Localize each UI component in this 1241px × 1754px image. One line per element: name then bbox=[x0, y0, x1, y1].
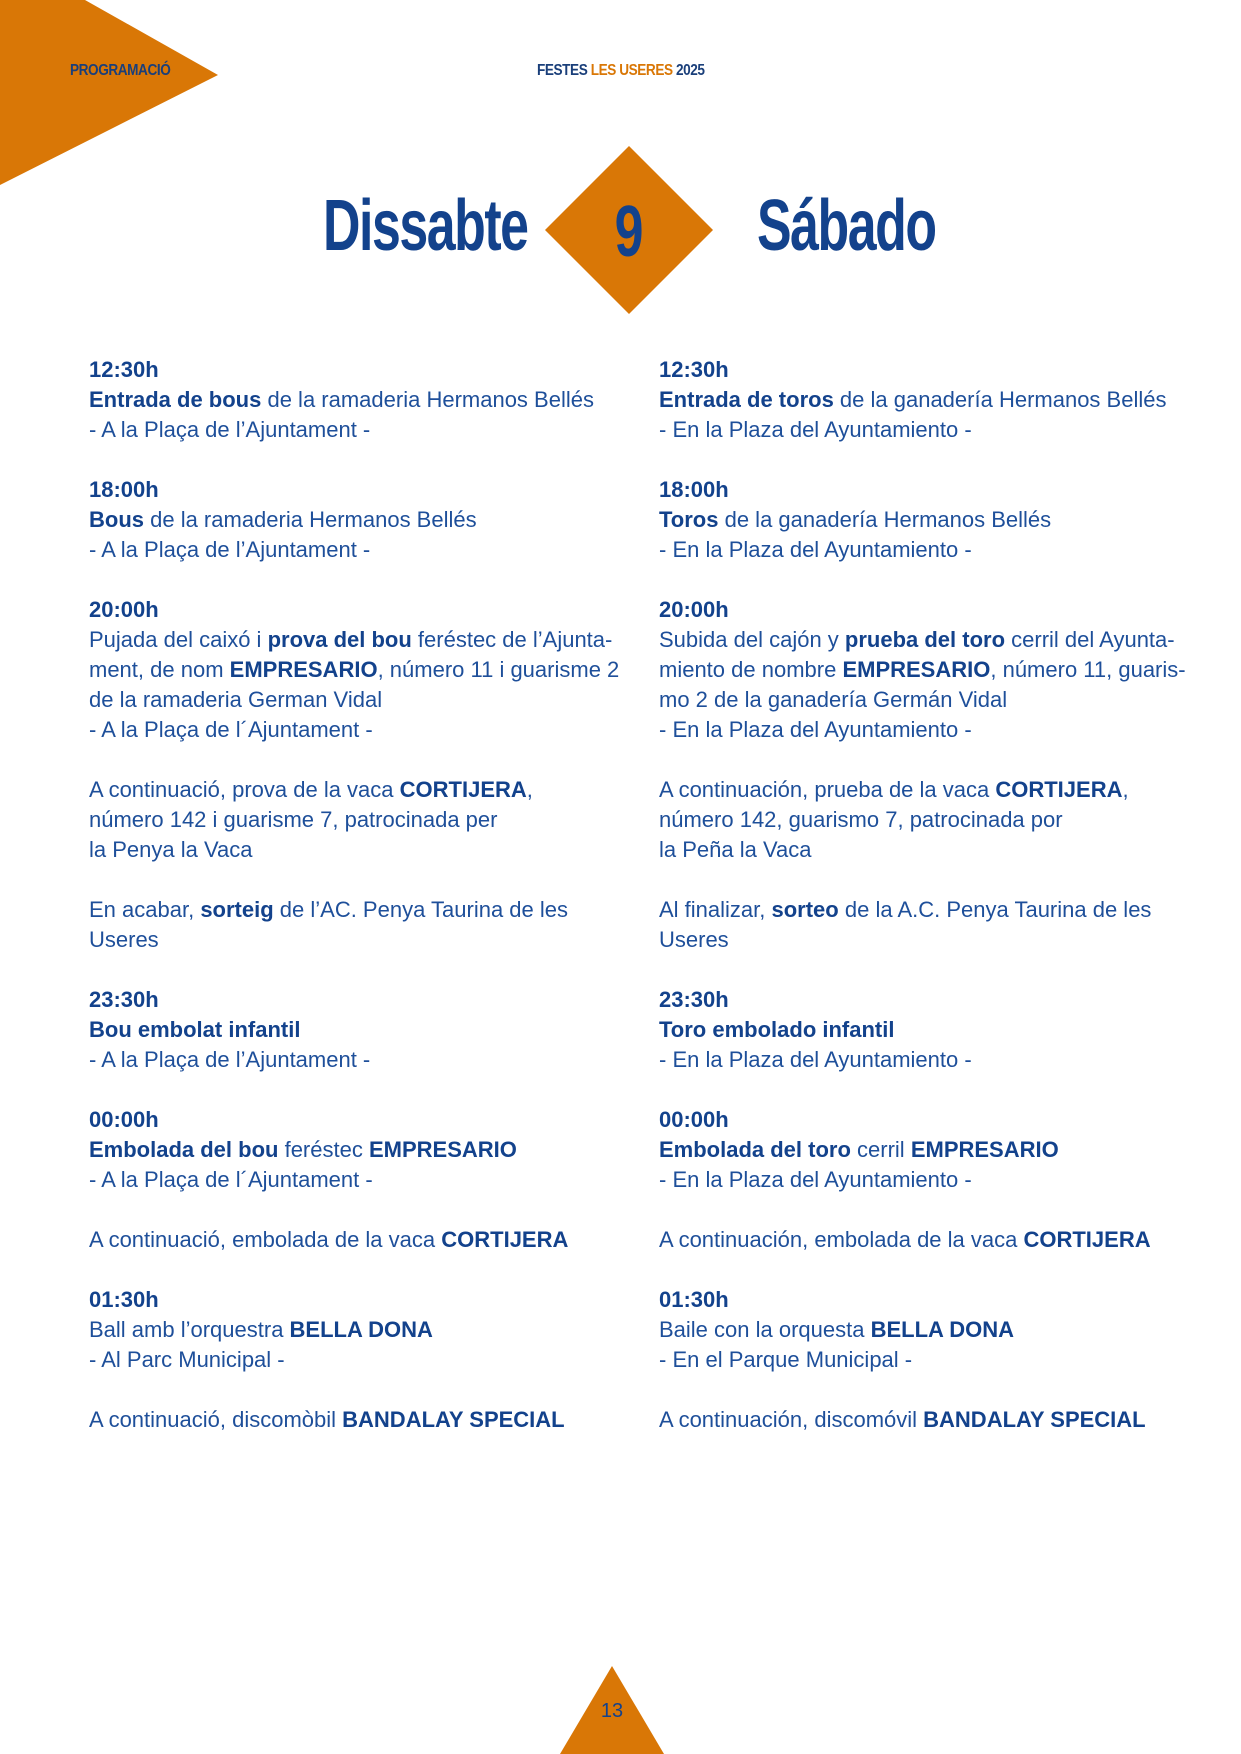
bull-name: EMPRESARIO bbox=[368, 1137, 517, 1162]
event-description bbox=[89, 625, 613, 655]
event-place: - En la Plaza del Ayuntamiento - bbox=[659, 1167, 972, 1192]
cow-name: CORTIJERA bbox=[441, 1227, 569, 1252]
event-text: , bbox=[526, 777, 533, 802]
event-place: - A la Plaça de l’Ajuntament - bbox=[89, 417, 371, 442]
event-title: Toros bbox=[659, 507, 719, 532]
event-text: Al finalizar, bbox=[659, 897, 772, 922]
event-text: A continuación, prueba de la vaca bbox=[659, 777, 996, 802]
event-place: - A la Plaça de l´Ajuntament - bbox=[89, 717, 373, 742]
event-block bbox=[89, 595, 620, 745]
event-description bbox=[89, 895, 609, 925]
header-title-part1: FESTES bbox=[537, 62, 588, 79]
event-time: 01:30h bbox=[89, 1287, 159, 1312]
event-block bbox=[659, 895, 1179, 955]
event-time: 23:30h bbox=[659, 987, 729, 1012]
event-description bbox=[89, 385, 609, 415]
event-description bbox=[659, 1225, 1179, 1255]
page-number: 13 bbox=[600, 1700, 624, 1722]
event-block bbox=[659, 1405, 1179, 1435]
event-description: de la ramaderia German Vidal bbox=[89, 687, 383, 712]
event-block bbox=[89, 895, 609, 955]
event-place: - En la Plaza del Ayuntamiento - bbox=[659, 1047, 972, 1072]
event-description bbox=[659, 1135, 1179, 1165]
event-block bbox=[659, 355, 1179, 445]
event-place: - En la Plaza del Ayuntamiento - bbox=[659, 537, 972, 562]
band-name: BELLA DONA bbox=[870, 1317, 1014, 1342]
event-block bbox=[89, 775, 609, 865]
event-title: Embolada del bou bbox=[89, 1137, 279, 1162]
event-block bbox=[659, 1285, 1179, 1375]
bull-name: EMPRESARIO bbox=[229, 657, 378, 682]
event-description bbox=[89, 1225, 609, 1255]
event-description: Useres bbox=[659, 927, 729, 952]
event-text: feréstec bbox=[278, 1137, 369, 1162]
event-description bbox=[89, 1315, 609, 1345]
event-title: prueba del toro bbox=[844, 627, 1006, 652]
event-text: Ball amb l’orquestra bbox=[89, 1317, 290, 1342]
event-text: , bbox=[1122, 777, 1129, 802]
event-description bbox=[89, 1135, 609, 1165]
band-name: BANDALAY SPECIAL bbox=[923, 1407, 1146, 1432]
event-block bbox=[659, 1105, 1179, 1195]
event-description bbox=[659, 1315, 1179, 1345]
event-description bbox=[89, 505, 609, 535]
event-description: la Peña la Vaca bbox=[659, 837, 812, 862]
event-description bbox=[89, 1405, 609, 1435]
event-place: - A la Plaça de l’Ajuntament - bbox=[89, 537, 371, 562]
event-description: la Penya la Vaca bbox=[89, 837, 253, 862]
event-block bbox=[89, 985, 609, 1075]
event-description: Useres bbox=[89, 927, 159, 952]
event-block bbox=[659, 475, 1179, 565]
event-place: - En la Plaza del Ayuntamiento - bbox=[659, 417, 972, 442]
event-text: cerril bbox=[850, 1137, 911, 1162]
day-heading-spanish: Sábado bbox=[757, 186, 936, 266]
event-place: - Al Parc Municipal - bbox=[89, 1347, 285, 1372]
event-block bbox=[89, 1405, 609, 1435]
event-text: cerril del Ayunta- bbox=[1005, 627, 1175, 652]
event-description bbox=[659, 775, 1179, 805]
event-block bbox=[89, 475, 609, 565]
event-text: de la ganadería Hermanos Bellés bbox=[718, 507, 1052, 532]
event-time: 12:30h bbox=[89, 357, 159, 382]
event-time: 00:00h bbox=[89, 1107, 159, 1132]
band-name: BELLA DONA bbox=[289, 1317, 433, 1342]
event-block bbox=[89, 1105, 609, 1195]
header-title-year: 2025 bbox=[675, 62, 705, 79]
event-time: 18:00h bbox=[659, 477, 729, 502]
event-text: de la ganadería Hermanos Bellés bbox=[833, 387, 1167, 412]
bull-name: EMPRESARIO bbox=[910, 1137, 1059, 1162]
event-text: miento de nombre bbox=[659, 657, 843, 682]
event-text: feréstec de l’Ajunta- bbox=[411, 627, 613, 652]
event-title: Embolada del toro bbox=[659, 1137, 851, 1162]
program-column-spanish bbox=[659, 355, 1186, 1465]
event-block bbox=[89, 1285, 609, 1375]
event-block bbox=[659, 985, 1179, 1075]
event-description: número 142 i guarisme 7, patrocinada per bbox=[89, 807, 498, 832]
event-time: 00:00h bbox=[659, 1107, 729, 1132]
event-time: 12:30h bbox=[659, 357, 729, 382]
band-name: BANDALAY SPECIAL bbox=[342, 1407, 565, 1432]
event-time: 18:00h bbox=[89, 477, 159, 502]
event-text: , número 11 i guarisme 2 bbox=[377, 657, 620, 682]
event-title: Entrada de bous bbox=[89, 387, 262, 412]
event-description bbox=[659, 895, 1179, 925]
event-text: ment, de nom bbox=[89, 657, 230, 682]
event-time: 20:00h bbox=[659, 597, 729, 622]
event-description bbox=[659, 385, 1179, 415]
event-text: En acabar, bbox=[89, 897, 201, 922]
day-heading-valencian: Dissabte bbox=[323, 186, 528, 266]
event-description bbox=[89, 775, 609, 805]
event-text: A continuación, embolada de la vaca bbox=[659, 1227, 1024, 1252]
header-title-accent: LES USERES bbox=[590, 62, 673, 79]
event-title: Entrada de toros bbox=[659, 387, 834, 412]
program-column-valencian bbox=[89, 355, 620, 1465]
event-block bbox=[659, 775, 1179, 865]
event-text: de la ramaderia Hermanos Bellés bbox=[261, 387, 594, 412]
event-title: Bous bbox=[89, 507, 144, 532]
event-block bbox=[89, 355, 609, 445]
event-time: 20:00h bbox=[89, 597, 159, 622]
event-text: de l’AC. Penya Taurina de les bbox=[273, 897, 568, 922]
cow-name: CORTIJERA bbox=[399, 777, 527, 802]
event-description bbox=[659, 655, 1186, 685]
event-place: - A la Plaça de l’Ajuntament - bbox=[89, 1047, 371, 1072]
event-text: Baile con la orquesta bbox=[659, 1317, 871, 1342]
event-text: A continuación, discomóvil bbox=[659, 1407, 924, 1432]
event-block bbox=[659, 1225, 1179, 1255]
bull-name: EMPRESARIO bbox=[842, 657, 991, 682]
event-description bbox=[659, 1405, 1179, 1435]
event-block bbox=[89, 1225, 609, 1255]
section-label: PROGRAMACIÓ bbox=[70, 62, 171, 79]
event-title: sorteig bbox=[200, 897, 274, 922]
event-text: , número 11, guaris- bbox=[990, 657, 1186, 682]
corner-triangle-decoration bbox=[0, 0, 220, 185]
document-header-title bbox=[537, 62, 705, 80]
event-time: 23:30h bbox=[89, 987, 159, 1012]
event-text: Subida del cajón y bbox=[659, 627, 845, 652]
event-description bbox=[659, 625, 1179, 655]
cow-name: CORTIJERA bbox=[995, 777, 1123, 802]
event-title: prova del bou bbox=[267, 627, 412, 652]
event-title: Bou embolat infantil bbox=[89, 1017, 301, 1042]
event-text: A continuació, embolada de la vaca bbox=[89, 1227, 442, 1252]
event-time: 01:30h bbox=[659, 1287, 729, 1312]
event-place: - En el Parque Municipal - bbox=[659, 1347, 913, 1372]
cow-name: CORTIJERA bbox=[1023, 1227, 1151, 1252]
event-title: sorteo bbox=[771, 897, 839, 922]
event-description: número 142, guarismo 7, patrocinada por bbox=[659, 807, 1063, 832]
event-text: A continuació, prova de la vaca bbox=[89, 777, 400, 802]
event-text: Pujada del caixó i bbox=[89, 627, 268, 652]
event-place: - En la Plaza del Ayuntamiento - bbox=[659, 717, 972, 742]
event-description: mo 2 de la ganadería Germán Vidal bbox=[659, 687, 1008, 712]
event-text: A continuació, discomòbil bbox=[89, 1407, 343, 1432]
event-text: de la ramaderia Hermanos Bellés bbox=[144, 507, 477, 532]
event-block bbox=[659, 595, 1186, 745]
event-description bbox=[89, 655, 620, 685]
event-description bbox=[659, 505, 1179, 535]
event-title: Toro embolado infantil bbox=[659, 1017, 895, 1042]
event-place: - A la Plaça de l´Ajuntament - bbox=[89, 1167, 373, 1192]
day-number: 9 bbox=[614, 192, 644, 272]
event-text: de la A.C. Penya Taurina de les bbox=[838, 897, 1152, 922]
